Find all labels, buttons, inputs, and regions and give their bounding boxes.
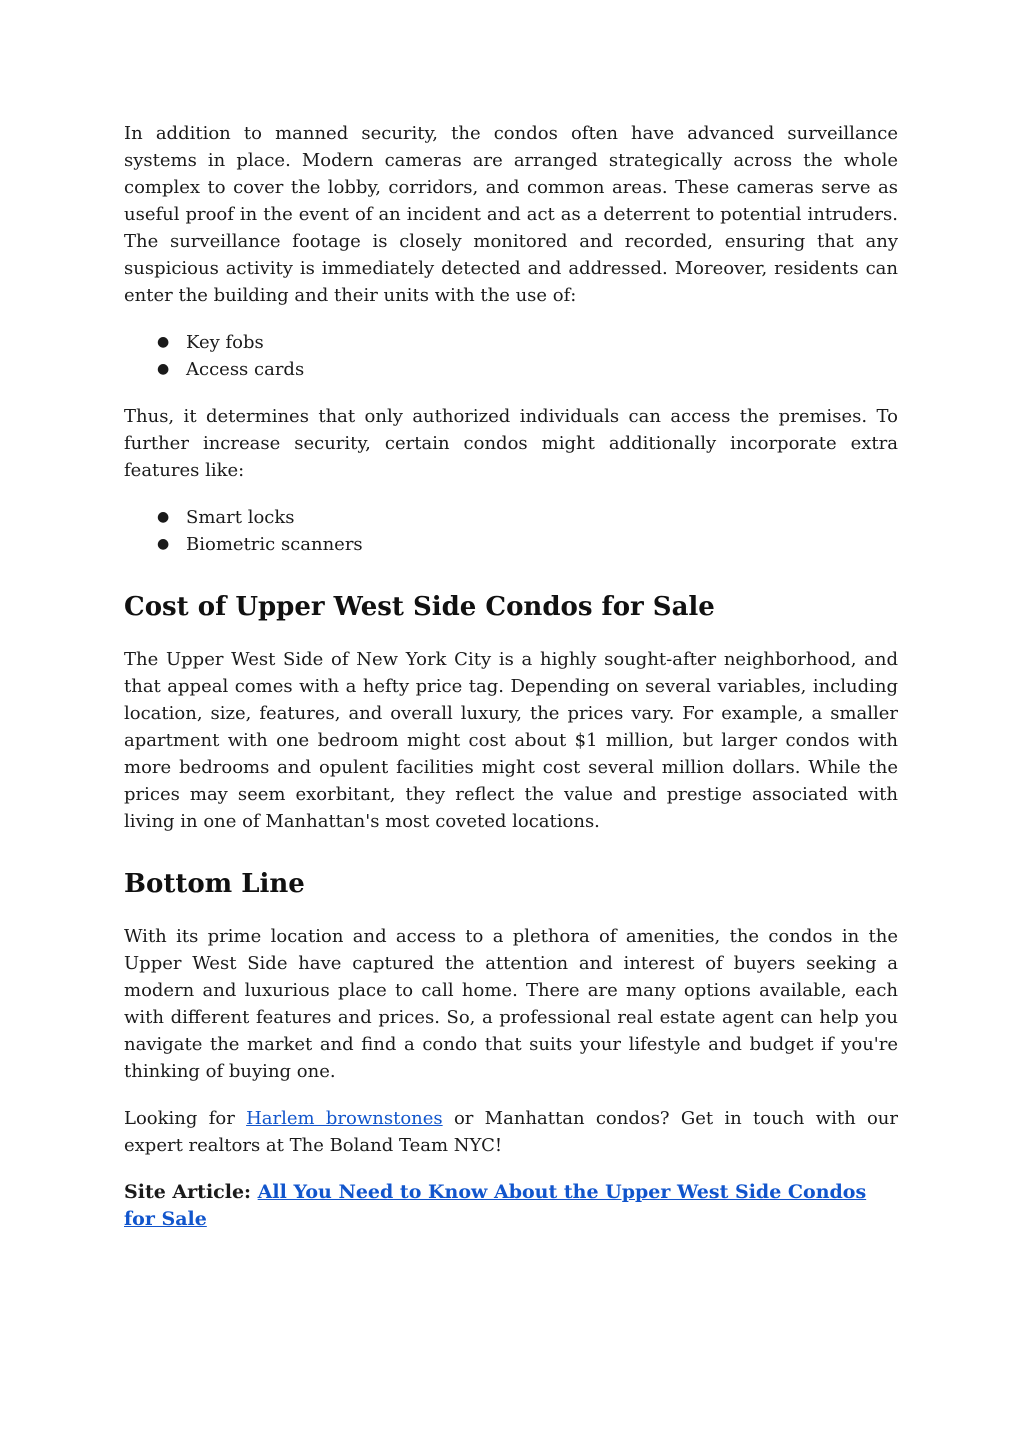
document-page	[124, 120, 898, 1253]
bottom-line-heading: Bottom Line	[124, 869, 305, 899]
bullet-icon: ●	[157, 509, 170, 525]
cost-heading: Cost of Upper West Side Condos for Sale	[124, 592, 715, 622]
intro-paragraph: In addition to manned security, the condos often have advanced surveillance systems in place. Modern cameras are arranged strategically across the whole complex to cover the lobby, corridors, and common areas. These cameras serve as useful proof in the event of an incident and act as a deterrent to potential intruders. The surveillance footage is closely monitored and recorded, ensuring that any suspicious activity is immediately detected and addressed. Moreover, residents can enter the building and their units with the use of:	[124, 123, 898, 306]
site-article-link[interactable]: All You Need to Know About the Upper West Side Condos for Sale	[124, 1181, 867, 1230]
cost-paragraph: The Upper West Side of New York City is a highly sought-after neighborhood, and that appeal comes with a hefty price tag. Depending on several variables, including location, size, features, and overall luxury, the prices vary. For example, a smaller apartment with one bedroom might cost about $1 million, but larger condos with more bedrooms and opulent facilities might cost several million dollars. While the prices may seem exorbitant, they reflect the value and prestige associated with living in one of Manhattan's most coveted locations.	[124, 649, 898, 832]
site-article-label: Site Article:	[124, 1181, 258, 1203]
list-item: ● Key fobs	[124, 329, 898, 356]
security-paragraph: Thus, it determines that only authorized individuals can access the premises. To further increase security, certain condos might additionally incorporate extra features like:	[124, 406, 898, 481]
bullet-icon: ●	[157, 536, 170, 552]
harlem-brownstones-link[interactable]: Harlem brownstones	[246, 1108, 443, 1129]
list-item: ● Smart locks	[124, 504, 898, 531]
list-item: ● Access cards	[124, 356, 898, 383]
list-item: ● Biometric scanners	[124, 531, 898, 558]
bullet-icon: ●	[157, 361, 170, 377]
extra-features-list	[124, 504, 898, 558]
access-methods-list	[124, 329, 898, 383]
bullet-icon: ●	[157, 334, 170, 350]
bottom-line-paragraph: With its prime location and access to a plethora of amenities, the condos in the Upper West Side have captured the attention and interest of buyers seeking a modern and luxurious place to call home. There are many options available, each with different features and prices. So, a professional real estate agent can help you navigate the market and find a condo that suits your lifestyle and budget if you're thinking of buying one.	[124, 926, 898, 1082]
site-article-paragraph	[124, 1179, 898, 1233]
cta-paragraph: Looking for Harlem brownstones or Manhattan condos? Get in touch with our expert realtors at The Boland Team NYC!	[124, 1108, 898, 1156]
